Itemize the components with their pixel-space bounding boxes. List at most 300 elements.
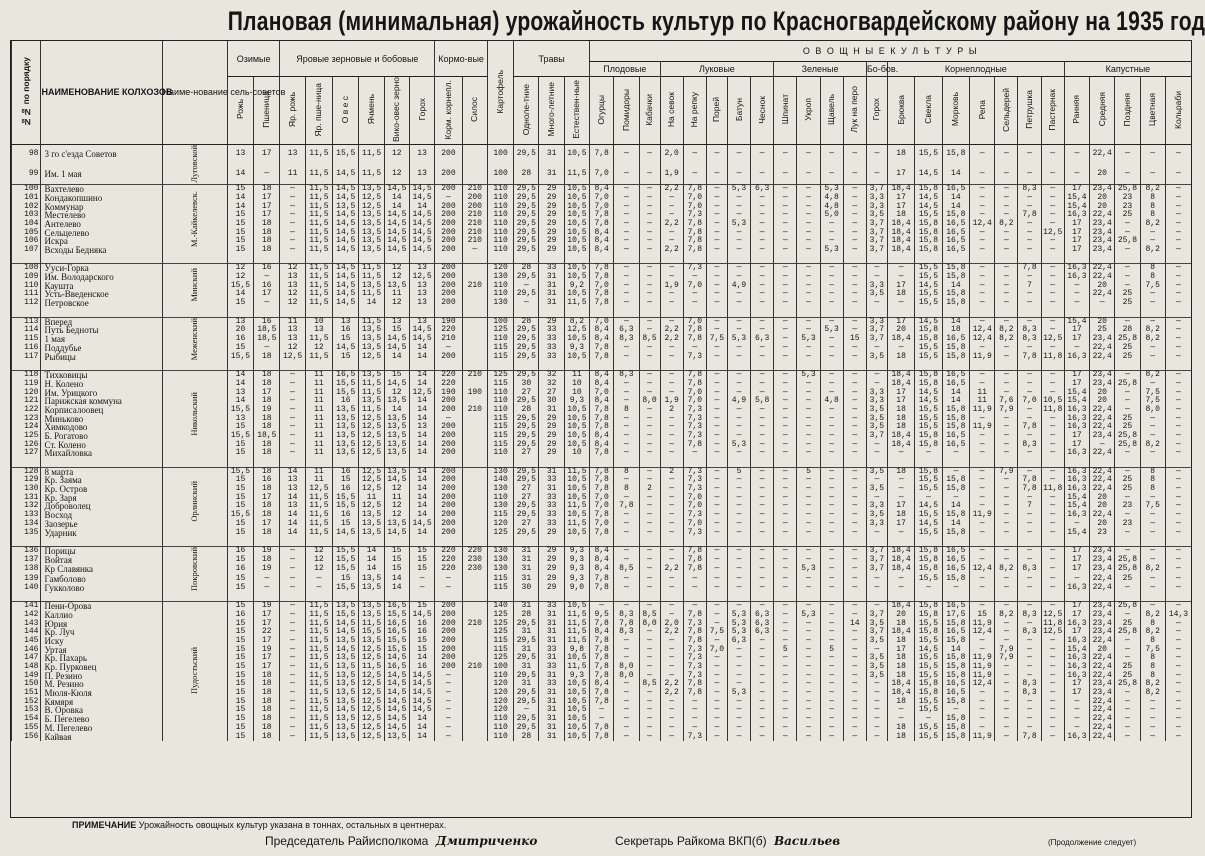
yield-cell-dill: — bbox=[774, 415, 797, 424]
yield-cell-silage bbox=[462, 637, 487, 646]
yield-cell-cabbage-mid: — bbox=[1064, 282, 1089, 291]
yield-cell-onion-sets: — bbox=[639, 574, 660, 583]
yield-cell-green-onion: — bbox=[820, 663, 843, 672]
yield-cell-cauliflower: 25,8 bbox=[1115, 602, 1140, 611]
col-header-parsnip bbox=[1041, 77, 1064, 145]
yield-cell-perennial-grass: 28 bbox=[514, 733, 539, 742]
yield-cell-rutabaga: 3,3 bbox=[866, 520, 887, 529]
yield-cell-onion-sets: — bbox=[639, 432, 660, 441]
yield-cell-oats: 14,5 bbox=[333, 264, 359, 273]
yield-cell-parsnip: 7,8 bbox=[1018, 733, 1041, 742]
yield-cell-turnip: 14 bbox=[942, 194, 969, 203]
yield-cell-cabbage-late: 22,4 bbox=[1090, 406, 1115, 415]
yield-cell-beet: 18 bbox=[887, 511, 914, 520]
col-header-spinach-text: Шпинат bbox=[779, 94, 790, 125]
yield-cell-wheat: 18 bbox=[254, 680, 280, 689]
yield-cell-turnip: 16,5 bbox=[942, 680, 969, 689]
col-header-parsley bbox=[1018, 77, 1041, 145]
yield-cell-undefined: — bbox=[1165, 602, 1191, 611]
yield-cell-green-onion: — bbox=[820, 546, 843, 556]
yield-cell-rutabaga: — bbox=[866, 715, 887, 724]
yield-cell-spring-wheat: 11,5 bbox=[305, 733, 332, 742]
yield-cell-rye: 15 bbox=[227, 485, 253, 494]
yield-cell-cucumbers: 10,5 bbox=[564, 724, 589, 733]
yield-cell-fodder-roots: — bbox=[435, 194, 462, 203]
yield-cell-cucumbers: 10 bbox=[564, 389, 589, 398]
yield-cell-cabbage-mid: — bbox=[1064, 706, 1089, 715]
kolkhoz-name: Доброволец bbox=[41, 502, 162, 511]
yield-cell-garlic: — bbox=[727, 672, 750, 681]
spacer-cell bbox=[1140, 537, 1165, 546]
spacer-cell bbox=[970, 308, 995, 317]
yield-cell-beet: 18,4 bbox=[887, 237, 914, 246]
yield-cell-parsnip: — bbox=[1018, 698, 1041, 707]
yield-cell-kohlrabi: 7,5 bbox=[1140, 646, 1165, 655]
spacer-cell bbox=[564, 308, 589, 317]
yield-cell-turnip: 14 bbox=[942, 389, 969, 398]
yield-cell-kohlrabi: — bbox=[1140, 574, 1165, 583]
row-number: 107 bbox=[12, 246, 41, 255]
yield-cell-natural-grass: 33 bbox=[539, 680, 564, 689]
yield-cell-leek: 7,0 bbox=[683, 502, 706, 511]
spacer-cell bbox=[614, 537, 639, 546]
yield-cell-spinach: 6,3 bbox=[751, 628, 774, 637]
yield-cell-rutabaga: 3,7 bbox=[866, 335, 887, 344]
yield-cell-peas: 14 bbox=[409, 733, 434, 742]
yield-cell-barley: 15,5 bbox=[359, 628, 384, 637]
yield-cell-onion-bulb: — bbox=[660, 583, 683, 592]
yield-cell-cauliflower: 25,8 bbox=[1115, 628, 1140, 637]
yield-cell-cabbage-mid: 16,3 bbox=[1064, 511, 1089, 520]
yield-cell-spring-rye: — bbox=[280, 185, 305, 194]
yield-cell-natural-grass: 31 bbox=[539, 620, 564, 629]
col-header-wheat-text: Пшеница bbox=[261, 91, 272, 128]
yield-cell-celery: — bbox=[970, 229, 995, 238]
yield-cell-oats: 15,5 bbox=[333, 556, 359, 565]
yield-cell-silage bbox=[462, 628, 487, 637]
yield-cell-carrot: 14,5 bbox=[915, 165, 942, 185]
spacer-cell bbox=[409, 308, 434, 317]
yield-cell-turnip: 14 bbox=[942, 317, 969, 326]
yield-cell-parsnip: — bbox=[1018, 415, 1041, 424]
yield-cell-cabbage-mid: 15,4 bbox=[1064, 397, 1089, 406]
yield-cell-garlic: — bbox=[727, 680, 750, 689]
yield-cell-celery: 11,9 bbox=[970, 406, 995, 415]
yield-cell-tomatoes: 9,5 bbox=[590, 611, 614, 620]
yield-cell-spinach: — bbox=[751, 706, 774, 715]
yield-cell-natural-grass: 31 bbox=[539, 628, 564, 637]
yield-cell-natural-grass: 31 bbox=[539, 406, 564, 415]
yield-cell-beet: 18 bbox=[887, 423, 914, 432]
yield-cell-cauliflower: — bbox=[1115, 715, 1140, 724]
yield-cell-beet: 18 bbox=[887, 144, 914, 164]
yield-cell-legume-peas: — bbox=[843, 299, 866, 308]
yield-cell-fodder-roots: 200 bbox=[435, 449, 462, 458]
yield-cell-sorrel: — bbox=[797, 556, 820, 565]
yield-cell-parsley: — bbox=[995, 229, 1018, 238]
yield-cell-onion-sets: — bbox=[639, 389, 660, 398]
yield-cell-onion-bulb: 2,2 bbox=[660, 185, 683, 194]
yield-cell-undefined: — bbox=[1165, 406, 1191, 415]
yield-cell-spring-rye: 14 bbox=[280, 520, 305, 529]
yield-cell-carrot: 15,8 bbox=[915, 565, 942, 574]
yield-cell-leek: — bbox=[683, 715, 706, 724]
yield-cell-zucchini: — bbox=[614, 389, 639, 398]
yield-cell-sorrel: — bbox=[797, 282, 820, 291]
kolkhoz-name: Гамболово bbox=[41, 574, 162, 583]
yield-table bbox=[11, 41, 1191, 741]
yield-cell-celery: — bbox=[970, 299, 995, 308]
yield-cell-kohlrabi: 8 bbox=[1140, 264, 1165, 273]
yield-cell-rutabaga: — bbox=[866, 646, 887, 655]
yield-cell-legume-peas: — bbox=[843, 476, 866, 485]
spacer-cell bbox=[462, 458, 487, 467]
yield-cell-spinach: — bbox=[751, 344, 774, 353]
yield-cell-wheat: — bbox=[254, 574, 280, 583]
yield-cell-oats: 14,5 bbox=[333, 165, 359, 185]
yield-cell-undefined: — bbox=[1165, 237, 1191, 246]
yield-cell-cauliflower: — bbox=[1115, 724, 1140, 733]
group-header-greens: Зеленые bbox=[774, 62, 867, 77]
yield-cell-kohlrabi: 8 bbox=[1140, 476, 1165, 485]
yield-cell-sorrel: — bbox=[797, 380, 820, 389]
yield-cell-legume-peas: — bbox=[843, 415, 866, 424]
yield-cell-kohlrabi: 8,2 bbox=[1140, 326, 1165, 335]
yield-cell-beet: 17 bbox=[887, 397, 914, 406]
yield-cell-silage bbox=[462, 476, 487, 485]
yield-cell-carrot: 15,5 bbox=[915, 620, 942, 629]
yield-cell-annual-grass: 110 bbox=[487, 237, 513, 246]
yield-cell-spring-wheat: 11,5 bbox=[305, 663, 332, 672]
yield-cell-oats: 13,5 bbox=[333, 441, 359, 450]
yield-cell-spinach: 6,3 bbox=[751, 611, 774, 620]
yield-cell-cabbage-mid: 16,3 bbox=[1064, 406, 1089, 415]
yield-cell-kohlrabi: — bbox=[1140, 423, 1165, 432]
yield-cell-carrot: 15,8 bbox=[915, 246, 942, 255]
yield-cell-beet: 18,4 bbox=[887, 602, 914, 611]
yield-cell-onion-bulb: — bbox=[660, 273, 683, 282]
yield-cell-rutabaga: 3,3 bbox=[866, 502, 887, 511]
yield-cell-parsley: — bbox=[995, 502, 1018, 511]
spacer-cell bbox=[915, 308, 942, 317]
yield-cell-welsh-onion: — bbox=[706, 689, 727, 698]
yield-cell-parsnip: — bbox=[1018, 467, 1041, 476]
yield-cell-spring-rye: 13 bbox=[280, 476, 305, 485]
yield-cell-barley: 13,5 bbox=[359, 211, 384, 220]
yield-cell-annual-grass: 110 bbox=[487, 185, 513, 194]
yield-cell-rutabaga: — bbox=[866, 583, 887, 592]
yield-cell-sorrel: 5 bbox=[797, 467, 820, 476]
spacer-cell bbox=[12, 458, 41, 467]
yield-cell-cabbage-mid: 17 bbox=[1064, 556, 1089, 565]
yield-cell-beet: 18 bbox=[887, 620, 914, 629]
yield-cell-zucchini: — bbox=[614, 494, 639, 503]
yield-cell-parsnip: 7,8 bbox=[1018, 211, 1041, 220]
yield-cell-spring-rye: — bbox=[280, 546, 305, 556]
yield-cell-rye: 15 bbox=[227, 620, 253, 629]
yield-cell-zucchini: 8 bbox=[614, 485, 639, 494]
spacer-cell bbox=[706, 537, 727, 546]
yield-cell-turnip: 15,8 bbox=[942, 698, 969, 707]
yield-cell-carrot: 15,5 bbox=[915, 663, 942, 672]
yield-cell-annual-grass: 130 bbox=[487, 556, 513, 565]
yield-cell-garlic: — bbox=[727, 194, 750, 203]
yield-cell-rye: 15 bbox=[227, 646, 253, 655]
yield-cell-parsley: — bbox=[995, 185, 1018, 194]
yield-cell-garlic: — bbox=[727, 602, 750, 611]
yield-cell-tomatoes: 7,8 bbox=[590, 724, 614, 733]
group-header-fruit-veg: Плодовые bbox=[590, 62, 661, 77]
yield-cell-turnip: 15,8 bbox=[942, 715, 969, 724]
yield-cell-welsh-onion: — bbox=[706, 672, 727, 681]
spacer-cell bbox=[462, 593, 487, 602]
yield-cell-zucchini: — bbox=[614, 144, 639, 164]
yield-cell-perennial-grass: 29,5 bbox=[514, 654, 539, 663]
yield-cell-peas: 12,5 bbox=[409, 389, 434, 398]
yield-cell-legume-peas: — bbox=[843, 511, 866, 520]
row-number: 98 bbox=[12, 144, 41, 164]
yield-cell-cabbage-mid: 16,3 bbox=[1064, 264, 1089, 273]
yield-cell-rutabaga: — bbox=[866, 380, 887, 389]
kolkhoz-name: Войтая bbox=[41, 556, 162, 565]
yield-cell-garlic: 4,9 bbox=[727, 397, 750, 406]
yield-cell-leek: — bbox=[683, 290, 706, 299]
yield-cell-vetch-oats: 15 bbox=[384, 326, 409, 335]
yield-cell-silage bbox=[462, 520, 487, 529]
yield-cell-wheat: 18,5 bbox=[254, 335, 280, 344]
yield-cell-silage bbox=[462, 602, 487, 611]
yield-cell-leek: — bbox=[683, 724, 706, 733]
yield-cell-oats: 13 bbox=[333, 317, 359, 326]
yield-cell-cabbage-late: 20 bbox=[1090, 502, 1115, 511]
yield-cell-silage: 230 bbox=[462, 565, 487, 574]
yield-cell-kohlrabi: 8 bbox=[1140, 467, 1165, 476]
yield-cell-cabbage-early: — bbox=[1041, 680, 1064, 689]
yield-cell-dill: — bbox=[774, 449, 797, 458]
row-number: 138 bbox=[12, 565, 41, 574]
yield-cell-turnip: 15,8 bbox=[942, 485, 969, 494]
yield-cell-peas: 14,5 bbox=[409, 246, 434, 255]
row-number: 149 bbox=[12, 672, 41, 681]
yield-cell-fodder-roots: 200 bbox=[435, 220, 462, 229]
spacer-cell bbox=[162, 308, 227, 317]
kolkhoz-name: Кайвая bbox=[41, 733, 162, 742]
yield-cell-fodder-roots: — bbox=[435, 733, 462, 742]
yield-cell-wheat: 18 bbox=[254, 529, 280, 538]
yield-cell-annual-grass: 115 bbox=[487, 432, 513, 441]
yield-cell-spring-wheat: 11,5 bbox=[305, 203, 332, 212]
yield-cell-beet: — bbox=[887, 583, 914, 592]
yield-cell-rutabaga: — bbox=[866, 299, 887, 308]
yield-cell-rutabaga: 3,7 bbox=[866, 237, 887, 246]
yield-cell-dill: — bbox=[774, 574, 797, 583]
kolkhoz-name: Антелево bbox=[41, 220, 162, 229]
yield-cell-beet: 18 bbox=[887, 663, 914, 672]
row-number: 151 bbox=[12, 689, 41, 698]
spacer-cell bbox=[866, 308, 887, 317]
yield-cell-undefined: — bbox=[1165, 628, 1191, 637]
yield-cell-spring-rye: — bbox=[280, 663, 305, 672]
spacer-cell bbox=[1018, 458, 1041, 467]
kolkhoz-name: Каушта bbox=[41, 282, 162, 291]
col-header-zucchini-text: Кабачки bbox=[644, 93, 655, 126]
yield-cell-cabbage-late: 20 bbox=[1090, 389, 1115, 398]
col-header-rye-text: Рожь bbox=[234, 99, 245, 120]
yield-cell-onion-sets: — bbox=[639, 415, 660, 424]
yield-cell-leek: — bbox=[683, 165, 706, 185]
yield-cell-rye: 15 bbox=[227, 733, 253, 742]
yield-cell-parsley: — bbox=[995, 715, 1018, 724]
yield-cell-cabbage-mid: 16,3 bbox=[1064, 449, 1089, 458]
yield-cell-vetch-oats: 11 bbox=[384, 494, 409, 503]
row-number: 119 bbox=[12, 380, 41, 389]
yield-cell-vetch-oats: 14,5 bbox=[384, 335, 409, 344]
yield-cell-fodder-roots: — bbox=[435, 698, 462, 707]
yield-cell-barley: 14 bbox=[359, 565, 384, 574]
yield-cell-perennial-grass: 27 bbox=[514, 389, 539, 398]
col-header-parsnip-text: Пастернак bbox=[1047, 88, 1058, 131]
yield-cell-rye: 15 bbox=[227, 663, 253, 672]
yield-cell-celery: — bbox=[970, 415, 995, 424]
kolkhoz-name: Им. 1 мая bbox=[41, 165, 162, 185]
yield-cell-garlic: 5,3 bbox=[727, 335, 750, 344]
yield-cell-spring-rye: 12 bbox=[280, 344, 305, 353]
yield-cell-parsley: — bbox=[995, 423, 1018, 432]
yield-cell-spring-wheat: 11,5 bbox=[305, 494, 332, 503]
yield-cell-zucchini: — bbox=[614, 299, 639, 308]
yield-cell-rutabaga: 3,5 bbox=[866, 290, 887, 299]
yield-cell-spring-wheat: 12 bbox=[305, 556, 332, 565]
yield-cell-rutabaga: 3,5 bbox=[866, 485, 887, 494]
yield-cell-oats: 13,5 bbox=[333, 672, 359, 681]
yield-cell-peas: 12,5 bbox=[409, 273, 434, 282]
yield-cell-annual-grass: 125 bbox=[487, 628, 513, 637]
yield-cell-sorrel: 5,3 bbox=[797, 611, 820, 620]
yield-cell-vetch-oats: 12 bbox=[384, 485, 409, 494]
yield-cell-beet: 18 bbox=[887, 290, 914, 299]
yield-cell-onion-sets: — bbox=[639, 628, 660, 637]
yield-cell-garlic: 5,3 bbox=[727, 689, 750, 698]
yield-cell-vetch-oats: 14 bbox=[384, 203, 409, 212]
yield-cell-kohlrabi: 8,2 bbox=[1140, 441, 1165, 450]
yield-cell-spring-rye: — bbox=[280, 203, 305, 212]
yield-cell-cabbage-late: 23,4 bbox=[1090, 680, 1115, 689]
yield-cell-celery: — bbox=[970, 449, 995, 458]
yield-cell-fodder-roots: 190 bbox=[435, 317, 462, 326]
yield-cell-rutabaga: 3,7 bbox=[866, 246, 887, 255]
yield-cell-spinach: — bbox=[751, 680, 774, 689]
yield-cell-parsley: — bbox=[995, 476, 1018, 485]
yield-cell-cabbage-mid: 17 bbox=[1064, 229, 1089, 238]
yield-cell-fodder-roots: 200 bbox=[435, 441, 462, 450]
yield-cell-wheat: 17 bbox=[254, 637, 280, 646]
yield-cell-rutabaga: 3,3 bbox=[866, 194, 887, 203]
yield-cell-cabbage-late: 22,4 bbox=[1090, 583, 1115, 592]
yield-cell-zucchini: — bbox=[614, 211, 639, 220]
yield-cell-welsh-onion: — bbox=[706, 290, 727, 299]
yield-cell-legume-peas: — bbox=[843, 724, 866, 733]
col-header-cabbage-late-text: Поздняя bbox=[1121, 92, 1132, 127]
yield-cell-cabbage-late: 23,4 bbox=[1090, 546, 1115, 556]
yield-cell-sorrel: — bbox=[797, 574, 820, 583]
yield-cell-onion-bulb: — bbox=[660, 415, 683, 424]
yield-cell-spring-rye: — bbox=[280, 698, 305, 707]
spacer-cell bbox=[797, 308, 820, 317]
group-header-legume: Бо-бов. bbox=[866, 62, 887, 77]
yield-cell-fodder-roots: 210 bbox=[435, 335, 462, 344]
yield-cell-spinach: — bbox=[751, 441, 774, 450]
yield-cell-rye: 20 bbox=[227, 326, 253, 335]
yield-cell-zucchini: 8 bbox=[614, 467, 639, 476]
yield-cell-spinach: — bbox=[751, 353, 774, 362]
yield-cell-onion-bulb: — bbox=[660, 432, 683, 441]
yield-cell-garlic: — bbox=[727, 646, 750, 655]
yield-cell-sorrel: — bbox=[797, 502, 820, 511]
yield-cell-onion-sets: — bbox=[639, 689, 660, 698]
yield-cell-cauliflower: — bbox=[1115, 698, 1140, 707]
yield-cell-onion-sets: — bbox=[639, 203, 660, 212]
yield-cell-cucumbers: 10,5 bbox=[564, 220, 589, 229]
yield-cell-spring-wheat: 11,5 bbox=[305, 299, 332, 308]
yield-cell-green-onion: — bbox=[820, 449, 843, 458]
yield-cell-cabbage-mid: — bbox=[1064, 574, 1089, 583]
col-header-cauliflower bbox=[1140, 77, 1165, 145]
yield-cell-cabbage-mid: 15,4 bbox=[1064, 389, 1089, 398]
yield-cell-cauliflower: 25 bbox=[1115, 476, 1140, 485]
yield-cell-garlic: — bbox=[727, 290, 750, 299]
yield-cell-spinach: — bbox=[751, 724, 774, 733]
selsovet-cell bbox=[162, 264, 227, 308]
yield-cell-turnip: 14 bbox=[942, 397, 969, 406]
yield-cell-green-onion: — bbox=[820, 602, 843, 611]
yield-cell-cucumbers: 10,5 bbox=[564, 203, 589, 212]
yield-cell-perennial-grass: 29,5 bbox=[514, 335, 539, 344]
yield-cell-rutabaga: 3,5 bbox=[866, 467, 887, 476]
yield-cell-onion-bulb: — bbox=[660, 317, 683, 326]
yield-cell-cucumbers: 10,5 bbox=[564, 144, 589, 164]
yield-cell-onion-bulb: — bbox=[660, 485, 683, 494]
yield-cell-dill: — bbox=[774, 663, 797, 672]
yield-cell-beet: 18,4 bbox=[887, 680, 914, 689]
yield-cell-natural-grass: 29 bbox=[539, 583, 564, 592]
yield-cell-cauliflower: 25 bbox=[1115, 574, 1140, 583]
yield-cell-oats: 13,5 bbox=[333, 654, 359, 663]
yield-cell-dill: — bbox=[774, 441, 797, 450]
yield-cell-spring-rye: — bbox=[280, 724, 305, 733]
yield-cell-onion-bulb: — bbox=[660, 637, 683, 646]
row-number: 146 bbox=[12, 646, 41, 655]
yield-cell-silage: 210 bbox=[462, 406, 487, 415]
yield-cell-cabbage-late: 20 bbox=[1090, 165, 1115, 185]
yield-cell-dill: — bbox=[774, 628, 797, 637]
spacer-cell bbox=[1165, 537, 1191, 546]
yield-cell-natural-grass: 33 bbox=[539, 476, 564, 485]
yield-cell-legume-peas: — bbox=[843, 317, 866, 326]
col-header-peas-text: Горох bbox=[416, 98, 427, 121]
yield-cell-celery: — bbox=[970, 502, 995, 511]
yield-cell-rutabaga: 3,7 bbox=[866, 229, 887, 238]
yield-cell-cabbage-mid: 16,3 bbox=[1064, 637, 1089, 646]
yield-cell-cabbage-early: — bbox=[1041, 317, 1064, 326]
row-number: 101 bbox=[12, 194, 41, 203]
yield-cell-welsh-onion: — bbox=[706, 529, 727, 538]
yield-cell-oats: 13,5 bbox=[333, 449, 359, 458]
yield-cell-legume-peas: — bbox=[843, 165, 866, 185]
spacer-cell bbox=[660, 458, 683, 467]
yield-cell-oats: 15,5 bbox=[333, 502, 359, 511]
yield-cell-rutabaga: 3,5 bbox=[866, 654, 887, 663]
yield-cell-beet: 18,4 bbox=[887, 371, 914, 380]
